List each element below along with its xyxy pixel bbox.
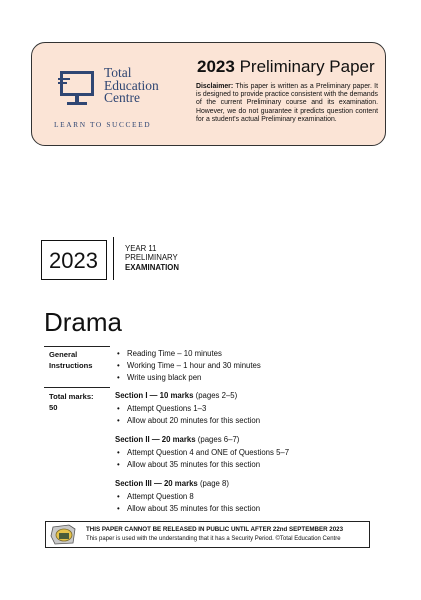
section-heading — [115, 479, 229, 488]
header-banner — [31, 42, 386, 146]
exam-level-line: PRELIMINARY — [125, 253, 178, 263]
list-item — [118, 360, 261, 372]
list-item-text: Write using black pen — [127, 373, 202, 382]
list-item-text: Allow about 35 minutes for this section — [127, 504, 261, 513]
list-item — [118, 403, 206, 415]
list-item-text: Working Time – 1 hour and 30 minutes — [127, 361, 261, 370]
exam-level-bold: EXAMINATION — [125, 262, 179, 272]
disclaimer-text: This paper is written as a Preliminary paper. It is designed to provide practice consistent with the demands of the current Preliminary course and its examination. However, we do not guarantee it predicts question content for a student's actual Preliminary examination. — [196, 83, 378, 123]
computer-monitor-logo-icon — [58, 68, 98, 108]
list-item — [118, 348, 222, 360]
list-item — [118, 491, 194, 503]
section-heading-pages: (page 8) — [197, 479, 229, 488]
logo-line: Total — [104, 65, 132, 80]
section-heading-pages: (pages 2–5) — [193, 391, 238, 400]
security-footer — [45, 521, 370, 548]
exam-year: 2023 — [49, 248, 98, 273]
security-stamp-icon — [49, 524, 79, 546]
section-heading-bold: Section II — 20 marks — [115, 435, 196, 444]
security-notice: This paper is used with the understanding that it has a Security Period. ©Total Education Centre — [86, 536, 341, 542]
list-item — [118, 372, 201, 384]
logo-wordmark — [104, 67, 159, 105]
label-line: 50 — [49, 403, 58, 412]
list-item — [118, 503, 260, 515]
list-item — [118, 459, 260, 471]
exam-level-label — [125, 244, 179, 272]
logo-line: Centre — [104, 90, 140, 105]
disclaimer-label: Disclaimer: — [196, 83, 234, 90]
total-marks-label — [49, 391, 94, 413]
logo-line: Education — [104, 77, 159, 93]
divider — [113, 237, 114, 280]
logo-tagline: LEARN TO SUCCEED — [54, 120, 152, 129]
list-item — [118, 415, 260, 427]
list-item-text: Allow about 35 minutes for this section — [127, 460, 261, 469]
label-line: General — [49, 350, 78, 359]
general-instructions-label — [49, 349, 92, 371]
list-item-text: Attempt Question 4 and ONE of Questions 5–7 — [127, 448, 290, 457]
divider — [44, 387, 110, 388]
divider — [44, 346, 110, 347]
list-item — [118, 447, 289, 459]
subject-title: Drama — [44, 307, 123, 337]
label-line: Instructions — [49, 361, 93, 370]
list-item-text: Attempt Questions 1–3 — [127, 404, 207, 413]
release-notice: THIS PAPER CANNOT BE RELEASED IN PUBLIC UNTIL AFTER 22nd SEPTEMBER 2023 — [86, 526, 344, 533]
disclaimer — [196, 83, 378, 124]
section-heading-bold: Section III — 20 marks — [115, 479, 198, 488]
paper-title — [197, 57, 375, 77]
label-line: Total marks: — [49, 392, 94, 401]
list-item-text: Allow about 20 minutes for this section — [127, 416, 261, 425]
paper-title-rest: Preliminary Paper — [239, 57, 375, 76]
paper-title-year: 2023 — [197, 57, 235, 76]
section-heading — [115, 391, 237, 400]
list-item-text: Attempt Question 8 — [127, 492, 194, 501]
section-heading-pages: (pages 6–7) — [195, 435, 240, 444]
list-item-text: Reading Time – 10 minutes — [127, 349, 222, 358]
section-heading — [115, 435, 239, 444]
exam-level-line: YEAR 11 — [125, 244, 157, 253]
section-heading-bold: Section I — 10 marks — [115, 391, 194, 400]
